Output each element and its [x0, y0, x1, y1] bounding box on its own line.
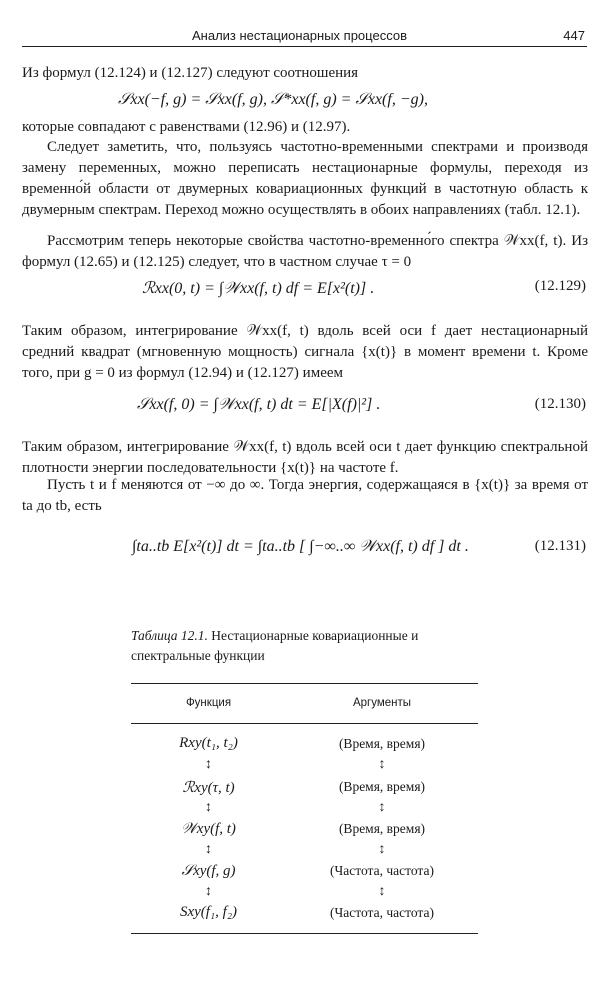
table-row-function: 𝒲xy(f, t): [181, 821, 236, 837]
table-row-arguments: (Время, время): [338, 821, 426, 836]
updown-arrow-icon: ↕: [205, 800, 212, 815]
equation-12-129-text: ℛxx(0, t) = ∫𝒲xx(f, t) df = E[x²(t)] .: [142, 280, 375, 297]
table-row-arguments: (Время, время): [338, 736, 426, 751]
running-title: Анализ нестационарных процессов: [192, 28, 407, 43]
paragraph-5: Таким образом, интегрирование 𝒲xx(f, t) вдоль всей оси f дает нестационарный средний квадрат (мгновенную мощность) сигнала {x(t)} в момент времени t. Кроме того, при g = 0 из формул (12.94) и (12.127) имеем: [22, 323, 588, 381]
table-caption-text: Нестационарные ковариационные и спектральные функции: [131, 628, 419, 663]
updown-arrow-icon: ↕: [205, 842, 212, 857]
table-row-function: Sxy(f₁, f₂): [179, 904, 238, 920]
table-row-arguments: (Частота, частота): [330, 863, 434, 878]
table-row-function: Rxy(t₁, t₂): [179, 735, 238, 751]
paragraph-2: которые совпадают с равенствами (12.96) и (12.97).: [22, 119, 351, 135]
table-header-rule: [131, 723, 478, 724]
equation-number-12-130: (12.130): [534, 396, 586, 412]
table-caption-label: Таблица 12.1.: [131, 628, 208, 643]
table-top-rule: [131, 683, 478, 684]
equation-12-129: [22, 278, 588, 304]
paragraph-7: Пусть t и f меняются от −∞ до ∞. Тогда энергия, содержащаяся в {x(t)} за время от ta до tb, есть: [22, 477, 588, 514]
column-header-arguments: Аргументы: [352, 697, 412, 709]
equation-number-12-131: (12.131): [534, 538, 586, 554]
page-number: 447: [563, 28, 585, 43]
paragraph-6: Таким образом, интегрирование 𝒲xx(f, t) вдоль всей оси t дает функцию спектральной плотности энергии последовательности {x(t)} на частоте f.: [22, 439, 588, 476]
paragraph-1: Из формул (12.124) и (12.127) следуют соотношения: [22, 65, 359, 81]
table-row-function: ℛxy(τ, t): [182, 780, 235, 796]
updown-arrow-icon: ↕: [378, 757, 386, 772]
table-row-arguments: (Время, время): [338, 779, 426, 794]
equation-12-131-text: ∫ta..tb E[x²(t)] dt = ∫ta..tb [ ∫−∞..∞ 𝒲xx(f, t) df ] dt .: [132, 538, 469, 555]
paragraph-4: Рассмотрим теперь некоторые свойства частотно-временно́го спектра 𝒲xx(f, t). Из формул (12.65) и (12.125) следует, что в частном случае τ = 0: [22, 233, 588, 270]
table-row-function: 𝒮xy(f, g): [181, 863, 236, 879]
paragraph-3: Следует заметить, что, пользуясь частотно-временными спектрами и производя замену переменных, можно переписать нестационарные формулы, переходя из временно́й области от двумерных ковариационных функций в частотную область к двумерным спектрам. Переход можно осуществлять в обоих направлениях (табл. 12.1).: [22, 139, 588, 218]
running-header: [22, 26, 587, 47]
updown-arrow-icon: ↕: [205, 884, 212, 899]
column-header-function: Функция: [185, 697, 232, 709]
updown-arrow-icon: ↕: [205, 757, 212, 772]
equation-symmetry-text: 𝒮xx(−f, g) = 𝒮xx(f, g), 𝒮*xx(f, g) = 𝒮xx(f, −g),: [118, 91, 428, 108]
equation-12-131: [22, 538, 588, 570]
equation-symmetry: [22, 91, 588, 115]
equation-12-130: [22, 396, 588, 422]
updown-arrow-icon: ↕: [378, 800, 386, 815]
updown-arrow-icon: ↕: [378, 884, 386, 899]
table-bottom-rule: [131, 933, 478, 934]
table-row-arguments: (Частота, частота): [330, 905, 434, 920]
equation-12-130-text: 𝒮xx(f, 0) = ∫𝒲xx(f, t) dt = E[|X(f)|²] .: [137, 396, 381, 413]
table-caption: [131, 626, 491, 666]
equation-number-12-129: (12.129): [534, 278, 586, 294]
updown-arrow-icon: ↕: [378, 842, 386, 857]
